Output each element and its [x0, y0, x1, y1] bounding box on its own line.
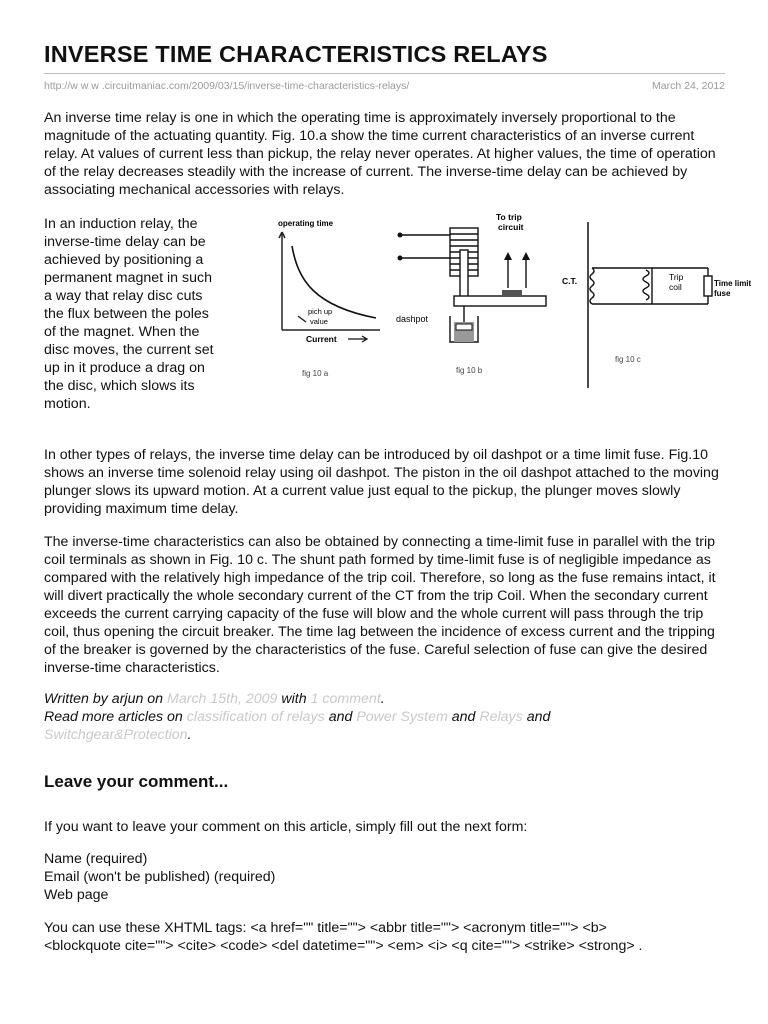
date-link[interactable]: March 15th, 2009: [167, 691, 278, 707]
fig-10b-diagram: [396, 212, 546, 375]
paragraph-intro: An inverse time relay is one in which the operating time is approximately inversely proportional to the magnitude of the actuating quantity. Fig. 10.a show the time current characteristics of an inverse current relay. At values of current less than pickup, the relay never operates. At higher values, the time of operation of the relay decreases steadily with the increase of current. The inverse-time delay can be achieved by associating mechanical accessories with relays.: [44, 110, 716, 198]
fig-10c-trip-2: coil: [669, 282, 682, 292]
byline-with: with: [281, 691, 307, 707]
category-link-power-system[interactable]: Power System: [356, 709, 448, 725]
category-link-classification[interactable]: classification of relays: [186, 709, 325, 725]
comment-heading: Leave your comment...: [44, 772, 229, 791]
web-field-label: Web page: [44, 887, 109, 903]
paragraph-dashpot: In other types of relays, the inverse time delay can be introduced by oil dashpot or a time limit fuse. Fig.10 shows an inverse time solenoid relay using oil dashpot. The piston in the oil dashpot attached to the moving plunger slows its upward motion. At a current value just equal to the pickup, the plunger moves slowly providing maximum time delay.: [44, 447, 719, 517]
fig-10c-trip-1: Trip: [669, 272, 684, 282]
title-divider: [44, 73, 725, 74]
fig-10a-caption: fig 10 a: [302, 369, 329, 378]
email-field-label: Email (won't be published) (required): [44, 869, 276, 885]
fig-10b-caption: fig 10 b: [456, 366, 483, 375]
article-byline: [44, 690, 728, 744]
fig-10a-ylabel: operating time: [278, 219, 334, 228]
paragraph-fuse: The inverse-time characteristics can also be obtained by connecting a time-limit fuse in parallel with the trip coil terminals as shown in Fig. 10 c. The shunt path formed by time-limit fuse is of negligible impedance as compared with the relatively high impedance of the trip coil. Therefore, so long as the fuse remains intact, it will divert practically the whole secondary current of the CT from the trip Coil. When the secondary current exceeds the current carrying capacity of the fuse will blow and the whole current will pass through the trip coil, thus opening the circuit breaker. The time lag between the incidence of excess current and the tripping of the breaker is governed by the characteristics of the fuse. Careful selection of fuse can give the desired inverse-time characteristics.: [44, 534, 716, 676]
comments-link[interactable]: 1 comment: [310, 691, 381, 707]
comment-form-labels: [44, 850, 275, 904]
allowed-tags-line-2: <blockquote cite=""> <cite> <code> <del datetime=""> <em> <i> <q cite=""> <strike> <strong> .: [44, 938, 643, 954]
byline-read-more: Read more articles on: [44, 709, 183, 725]
page-title: INVERSE TIME CHARACTERISTICS RELAYS: [44, 41, 548, 67]
print-date: March 24, 2012: [652, 80, 725, 92]
allowed-tags-note: [44, 919, 728, 955]
fig-10c-ct-label: C.T.: [562, 276, 578, 286]
fig-10a-graph: [278, 219, 380, 378]
byline-written-by: Written by arjun on: [44, 691, 164, 707]
fig-10c-fuse-1: Time limit: [714, 279, 752, 288]
allowed-tags-line-1: You can use these XHTML tags: <a href="" title=""> <abbr title=""> <acronym title=""> <b>: [44, 920, 607, 936]
name-field-label: Name (required): [44, 851, 148, 867]
fig-10a-xlabel: Current: [306, 334, 337, 344]
relay-figure: [232, 210, 752, 390]
byline-and-1: and: [328, 709, 353, 725]
fig-10b-trip-1: To trip: [496, 212, 522, 222]
fig-10c-diagram: [562, 222, 752, 388]
fig-10a-annotation-2: value: [310, 317, 328, 326]
paragraph-induction: In an induction relay, the inverse-time delay can be achieved by positioning a permanent magnet in such a way that relay disc cuts the flux between the poles of the magnet. When the disc moves, the current set up in it produce a drag on the disc, which slows its motion.: [44, 216, 214, 412]
fig-10c-fuse-2: fuse: [714, 289, 731, 298]
fig-10b-trip-2: circuit: [498, 222, 524, 232]
comment-intro: If you want to leave your comment on this article, simply fill out the next form:: [44, 819, 528, 835]
category-link-relays[interactable]: Relays: [479, 709, 523, 725]
fig-10b-dashpot-label: dashpot: [396, 314, 429, 324]
byline-dot: .: [380, 691, 385, 707]
category-link-switchgear[interactable]: Switchgear&Protection: [44, 727, 188, 743]
byline-and-2: and: [451, 709, 476, 725]
fig-10c-caption: fig 10 c: [615, 355, 641, 364]
fig-10a-annotation-1: pich up: [308, 307, 333, 316]
byline-and-3: and: [526, 709, 551, 725]
source-url[interactable]: http://w w w .circuitmaniac.com/2009/03/15/inverse-time-characteristics-relays/: [44, 80, 410, 92]
byline-dot-2: .: [187, 727, 192, 743]
